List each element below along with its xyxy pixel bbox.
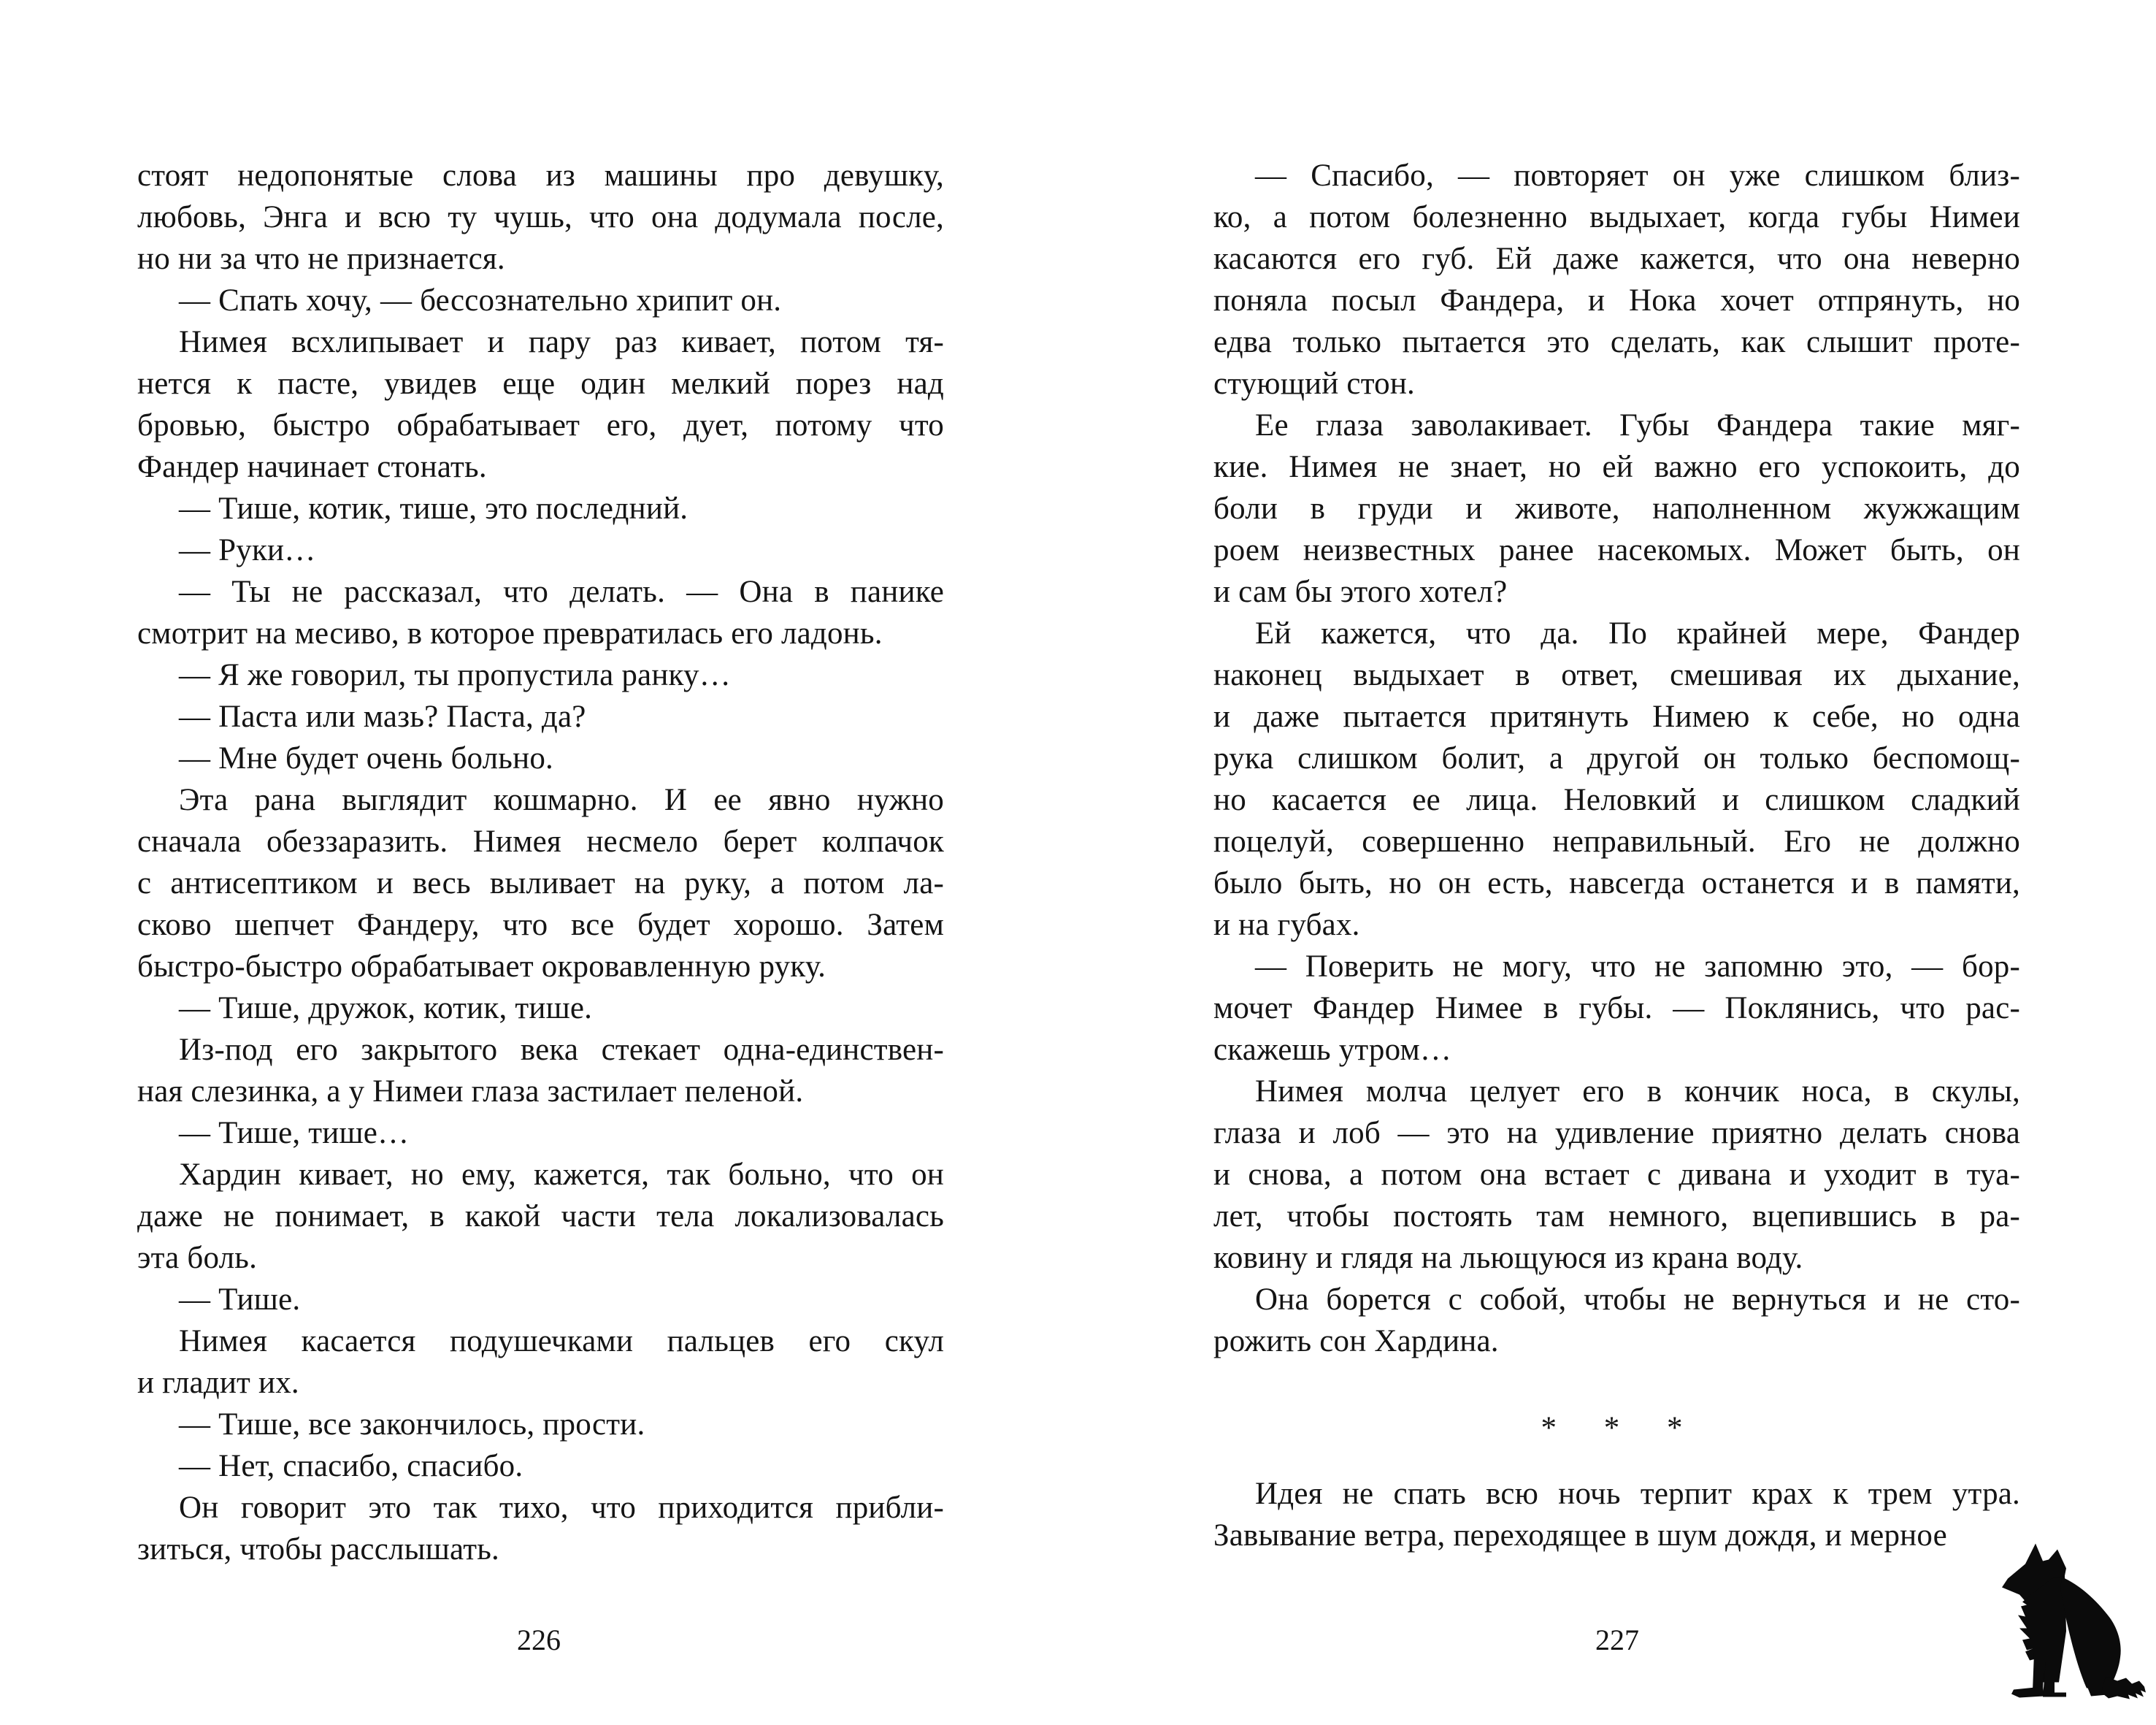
- text-line: с антисептиком и весь выливает на руку, а потом ла-: [137, 866, 944, 900]
- text-line: едва только пытается это сделать, как слышит проте-: [1213, 325, 2020, 359]
- left-text-column: [137, 155, 944, 1570]
- text-line: стоят недопонятые слова из машины про девушку,: [137, 158, 944, 193]
- text-line: касаются его губ. Ей даже кажется, что она неверно: [1213, 242, 2020, 276]
- paragraph: [137, 1112, 944, 1154]
- text-line: Нимея касается подушечками пальцев его скул: [179, 1324, 944, 1358]
- paragraph: [1213, 1071, 2020, 1279]
- paragraph: [137, 654, 944, 696]
- text-line: Эта рана выглядит кошмарно. И ее явно нужно: [179, 783, 944, 817]
- paragraph: [137, 529, 944, 571]
- paragraph: [137, 1487, 944, 1570]
- text-line: — Паста или мазь? Паста, да?: [179, 700, 586, 734]
- page-number-right: 227: [1595, 1623, 1639, 1656]
- text-line: кие. Нимея не знает, но ей важно его успокоить, до: [1213, 450, 2020, 484]
- text-line: Завывание ветра, переходящее в шум дождя, и мерное: [1213, 1518, 1947, 1553]
- text-line: эта боль.: [137, 1241, 258, 1275]
- text-line: боли в груди и животе, наполненном жужжащим: [1213, 492, 2020, 526]
- text-line: — Нет, спасибо, спасибо.: [179, 1449, 523, 1483]
- text-line: роем неизвестных ранее насекомых. Может быть, он: [1213, 533, 2020, 567]
- paragraph: [137, 696, 944, 738]
- text-line: Нимея молча целует его в кончик носа, в скулы,: [1255, 1074, 2020, 1109]
- text-line: — Тише, дружок, котик, тише.: [179, 991, 593, 1025]
- text-line: но ни за что не признается.: [137, 242, 505, 276]
- right-text-after-separator: [1213, 1473, 2020, 1556]
- text-line: поцелуй, совершенно неправильный. Его не должно: [1213, 825, 2020, 859]
- text-line: ная слезинка, а у Нимеи глаза застилает пеленой.: [137, 1074, 804, 1109]
- text-line: бровью, быстро обрабатывает его, дует, потому что: [137, 408, 944, 443]
- text-line: стующий стон.: [1213, 367, 1415, 401]
- text-line: и даже пытается притянуть Нимею к себе, но одна: [1213, 700, 2020, 734]
- paragraph: [137, 155, 944, 280]
- text-line: глаза и лоб — это на удивление приятно делать снова: [1213, 1116, 2020, 1150]
- right-text-column: [1213, 155, 2020, 1556]
- paragraph: [137, 1404, 944, 1445]
- paragraph: [137, 1445, 944, 1487]
- text-line: зиться, чтобы расслышать.: [137, 1532, 499, 1567]
- text-line: и сам бы этого хотел?: [1213, 575, 1508, 609]
- paragraph: [137, 488, 944, 529]
- text-line: — Я же говорил, ты пропустила ранку…: [179, 658, 731, 692]
- text-line: Ей кажется, что да. По крайней мере, Фандер: [1255, 616, 2020, 651]
- text-line: любовь, Энга и всю ту чушь, что она додумала после,: [137, 200, 944, 234]
- paragraph: [1213, 1279, 2020, 1362]
- text-line: — Тише, котик, тише, это последний.: [179, 492, 688, 526]
- right-text-before-separator: [1213, 155, 2020, 1362]
- page-number-left: 226: [517, 1623, 561, 1656]
- text-line: быстро-быстро обрабатывает окровавленную руку.: [137, 949, 826, 984]
- text-line: наконец выдыхает в ответ, смешивая их дыхание,: [1213, 658, 2020, 692]
- paragraph: [1213, 1473, 2020, 1556]
- text-line: было быть, но он есть, навсегда останется и в памяти,: [1213, 866, 2020, 900]
- text-line: и гладит их.: [137, 1366, 299, 1400]
- text-line: мочет Фандер Нимее в губы. — Поклянись, что рас-: [1213, 991, 2020, 1025]
- text-line: Она борется с собой, чтобы не вернуться и не сто-: [1255, 1282, 2020, 1317]
- paragraph: [137, 1154, 944, 1279]
- text-line: но касается ее лица. Неловкий и слишком сладкий: [1213, 783, 2020, 817]
- paragraph: [137, 1320, 944, 1404]
- text-line: — Руки…: [179, 533, 316, 567]
- text-line: — Мне будет очень больно.: [179, 741, 553, 776]
- scene-separator: * * *: [1541, 1411, 1693, 1445]
- text-line: Ее глаза заволакивает. Губы Фандера такие мяг-: [1255, 408, 2020, 443]
- text-line: Хардин кивает, но ему, кажется, так больно, что он: [179, 1158, 944, 1192]
- paragraph: [137, 571, 944, 654]
- paragraph: [137, 321, 944, 488]
- text-line: лет, чтобы постоять там немного, вцепившись в ра-: [1213, 1199, 2020, 1233]
- text-line: и снова, а потом она встает с дивана и уходит в туа-: [1213, 1158, 2020, 1192]
- paragraph: [1213, 155, 2020, 405]
- text-line: — Тише.: [179, 1282, 301, 1317]
- text-line: рука слишком болит, а другой он только беспомощ-: [1213, 741, 2020, 776]
- text-line: — Спасибо, — повторяет он уже слишком близ-: [1255, 158, 2020, 193]
- text-line: — Тише, все закончилось, прости.: [179, 1407, 645, 1442]
- text-line: Нимея всхлипывает и пару раз кивает, потом тя-: [179, 325, 944, 359]
- text-line: — Поверить не могу, что не запомню это, — бор-: [1255, 949, 2020, 984]
- paragraph: [137, 987, 944, 1029]
- text-line: смотрит на месиво, в которое превратилась его ладонь.: [137, 616, 883, 651]
- text-line: нется к пасте, увидев еще один мелкий порез над: [137, 367, 944, 401]
- paragraph: [137, 779, 944, 987]
- text-line: — Спать хочу, — бессознательно хрипит он.: [179, 283, 782, 318]
- paragraph: [137, 1029, 944, 1112]
- text-line: Идея не спать всю ночь терпит крах к трем утра.: [1255, 1477, 2020, 1511]
- dog-silhouette-image: [2000, 1542, 2147, 1702]
- text-line: Из-под его закрытого века стекает одна-единствен-: [179, 1033, 944, 1067]
- text-line: Фандер начинает стонать.: [137, 450, 487, 484]
- text-line: рожить сон Хардина.: [1213, 1324, 1499, 1358]
- page-right: [1078, 0, 2156, 1725]
- text-line: поняла посыл Фандера, и Нока хочет отпрянуть, но: [1213, 283, 2020, 318]
- paragraph: [137, 280, 944, 321]
- text-line: ко, а потом болезненно выдыхает, когда губы Нимеи: [1213, 200, 2020, 234]
- text-line: даже не понимает, в какой части тела локализовалась: [137, 1199, 944, 1233]
- text-line: — Ты не рассказал, что делать. — Она в панике: [179, 575, 944, 609]
- text-line: ковину и глядя на льющуюся из крана воду.: [1213, 1241, 1803, 1275]
- paragraph: [137, 738, 944, 779]
- text-line: скажешь утром…: [1213, 1033, 1452, 1067]
- paragraph: [137, 1279, 944, 1320]
- paragraph: [1213, 613, 2020, 946]
- text-line: — Тише, тише…: [179, 1116, 410, 1150]
- text-line: сково шепчет Фандеру, что все будет хорошо. Затем: [137, 908, 944, 942]
- text-line: Он говорит это так тихо, что приходится прибли-: [179, 1491, 944, 1525]
- paragraph: [1213, 405, 2020, 613]
- text-line: и на губах.: [1213, 908, 1360, 942]
- text-line: сначала обеззаразить. Нимея несмело берет колпачок: [137, 825, 944, 859]
- paragraph: [1213, 946, 2020, 1071]
